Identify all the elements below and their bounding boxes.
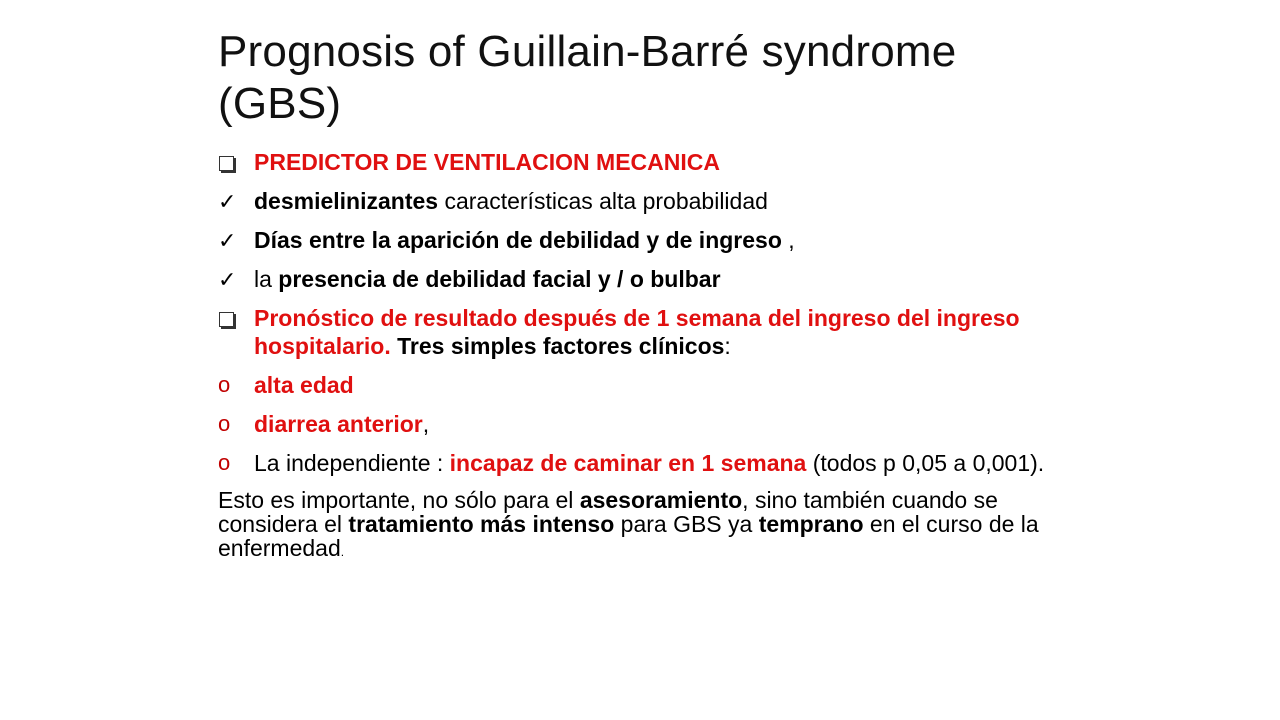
circle-bullet-icon: o [218,450,231,475]
text-run: diarrea anterior [254,411,423,437]
closing-paragraph [218,488,1078,564]
bullet-text [254,450,1044,476]
text-run: La independiente : [254,450,450,476]
slide-body [218,148,1078,564]
bullet-item [218,187,1078,215]
bullet-item [218,304,1078,360]
text-run: Días entre la aparición de debilidad y de ingreso [254,227,782,253]
text-run: , [781,227,795,253]
bullet-text [254,372,354,398]
bullet-item [218,410,1078,438]
bullet-text [254,411,429,437]
square-bullet-icon [218,151,244,175]
bullet-item [218,371,1078,399]
text-run: incapaz de caminar en 1 semana [449,450,807,476]
text-run: , sino también cuando se considera el [218,487,998,537]
bullet-item [218,265,1078,293]
bullet-item [218,226,1078,254]
text-run: la [254,266,279,292]
bullet-item [218,449,1078,477]
text-run: tratamiento más intenso [348,511,615,537]
bullet-item [218,148,1078,176]
bullet-list [218,148,1078,477]
bullet-text [254,188,768,214]
text-run: alta edad [254,372,354,398]
bullet-text [254,266,721,292]
text-run: desmielinizantes [254,188,439,214]
text-run: características alta probabilidad [438,188,768,214]
text-run: Esto es importante, no sólo para el [218,487,580,513]
checkmark-icon: ✓ [218,228,237,253]
text-run: PREDICTOR DE VENTILACION MECANICA [254,149,720,175]
checkmark-icon: ✓ [218,267,237,292]
bullet-text [254,149,720,175]
square-bullet-icon [218,307,244,331]
slide-title: Prognosis of Guillain-Barré syndrome (GBS) [218,27,957,128]
checkmark-icon: ✓ [218,189,237,214]
text-run: : [724,333,731,359]
circle-bullet-icon: o [218,372,231,397]
text-run: para GBS ya [614,511,759,537]
text-run: Tres simples factores clínicos [390,333,725,359]
text-run: temprano [758,511,864,537]
bullet-text [254,305,1020,359]
text-run: presencia de debilidad facial y / o bulbar [278,266,721,292]
text-run: en el curso de la enfermedad [218,511,1039,561]
text-run: , [422,411,430,437]
text-run: asesoramiento [579,487,743,513]
circle-bullet-icon: o [218,411,231,436]
text-run: . [340,545,345,559]
text-run: (todos p 0,05 a 0,001). [806,450,1045,476]
bullet-text [254,227,795,253]
text-run: Pronóstico de resultado después de 1 semana del ingreso del ingreso hospitalario. [254,305,1020,359]
